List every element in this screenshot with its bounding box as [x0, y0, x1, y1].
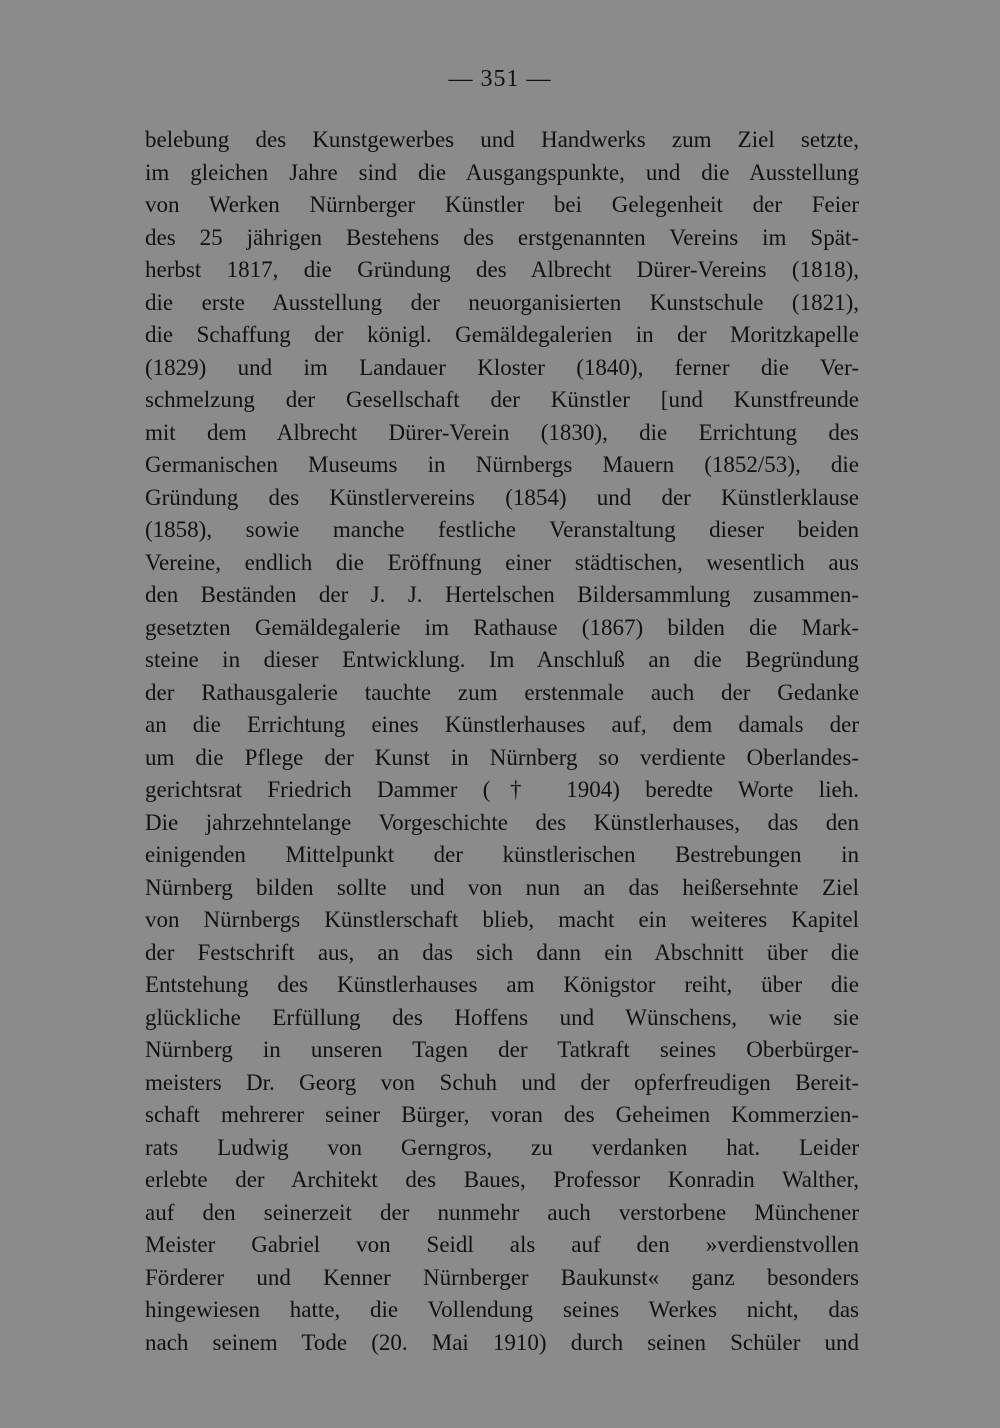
- text-line: auf den seinerzeit der nunmehr auch verstorbene Münchener: [145, 1199, 859, 1225]
- text-line: von Werken Nürnberger Künstler bei Gelegenheit der Feier: [145, 192, 859, 217]
- text-line: der Rathausgalerie tauchte zum erstenmale auch der Gedanke: [145, 679, 859, 705]
- text-line: rats Ludwig von Gerngros, zu verdanken hat. Leider: [145, 1134, 859, 1160]
- text-line: Nürnberg in unseren Tagen der Tatkraft seines Oberbürger-: [145, 1037, 859, 1062]
- text-line: hingewiesen hatte, die Vollendung seines Werkes nicht, das: [145, 1297, 859, 1322]
- text-line: die erste Ausstellung der neuorganisierten Kunstschule (1821),: [145, 289, 859, 315]
- text-line: nach seinem Tode (20. Mai 1910) durch seinen Schüler und: [145, 1329, 859, 1355]
- text-line: gerichtsrat Friedrich Dammer († 1904) beredte Worte lieh.: [145, 777, 859, 802]
- text-line: erlebte der Architekt des Baues, Professor Konradin Walther,: [145, 1167, 859, 1192]
- text-line: einigenden Mittelpunkt der künstlerischen Bestrebungen in: [145, 842, 859, 867]
- text-line: gesetzten Gemäldegalerie im Rathause (1867) bilden die Mark-: [145, 614, 859, 640]
- text-line: die Schaffung der königl. Gemäldegalerien in der Moritzkapelle: [145, 322, 859, 347]
- text-line: Germanischen Museums in Nürnbergs Mauern (1852/53), die: [145, 452, 859, 477]
- text-line: um die Pflege der Kunst in Nürnberg so verdiente Oberlandes-: [145, 744, 859, 770]
- text-line: (1829) und im Landauer Kloster (1840), ferner die Ver-: [145, 354, 859, 380]
- text-line: mit dem Albrecht Dürer-Verein (1830), die Errichtung des: [145, 419, 859, 445]
- page-number: — 351 —: [448, 66, 552, 92]
- text-line: Die jahrzehntelange Vorgeschichte des Künstlerhauses, das den: [145, 809, 859, 835]
- text-line: des 25 jährigen Bestehens des erstgenannten Vereins im Spät-: [145, 224, 859, 250]
- body-text: [145, 124, 859, 1359]
- text-line: Vereine, endlich die Eröffnung einer städtischen, wesentlich aus: [145, 549, 859, 575]
- text-line: (1858), sowie manche festliche Veranstaltung dieser beiden: [145, 517, 859, 542]
- text-line: Gründung des Künstlervereins (1854) und der Künstlerklause: [145, 484, 859, 510]
- text-line: Entstehung des Künstlerhauses am Königstor reiht, über die: [145, 972, 859, 997]
- text-line: im gleichen Jahre sind die Ausgangspunkte, und die Ausstellung: [145, 159, 859, 185]
- text-line: herbst 1817, die Gründung des Albrecht Dürer-Vereins (1818),: [145, 257, 859, 282]
- text-line: an die Errichtung eines Künstlerhauses auf, dem damals der: [145, 712, 859, 737]
- text-line: Nürnberg bilden sollte und von nun an das heißersehnte Ziel: [145, 874, 859, 900]
- text-line: der Festschrift aus, an das sich dann ein Abschnitt über die: [145, 939, 859, 965]
- text-line: meisters Dr. Georg von Schuh und der opferfreudigen Bereit-: [145, 1069, 859, 1095]
- text-line: Meister Gabriel von Seidl als auf den »verdienstvollen: [145, 1232, 859, 1257]
- text-line: steine in dieser Entwicklung. Im Anschluß an die Begründung: [145, 647, 859, 672]
- text-line: den Beständen der J. J. Hertelschen Bildersammlung zusammen-: [145, 582, 859, 607]
- text-line: Förderer und Kenner Nürnberger Baukunst« ganz besonders: [145, 1264, 859, 1290]
- text-line: von Nürnbergs Künstlerschaft blieb, macht ein weiteres Kapitel: [145, 907, 859, 932]
- text-line: glückliche Erfüllung des Hoffens und Wünschens, wie sie: [145, 1004, 859, 1030]
- text-line: schmelzung der Gesellschaft der Künstler [und Kunstfreunde: [145, 387, 859, 412]
- text-line: belebung des Kunstgewerbes und Handwerks zum Ziel setzte,: [145, 127, 859, 152]
- text-line: schaft mehrerer seiner Bürger, voran des Geheimen Kommerzien-: [145, 1102, 859, 1127]
